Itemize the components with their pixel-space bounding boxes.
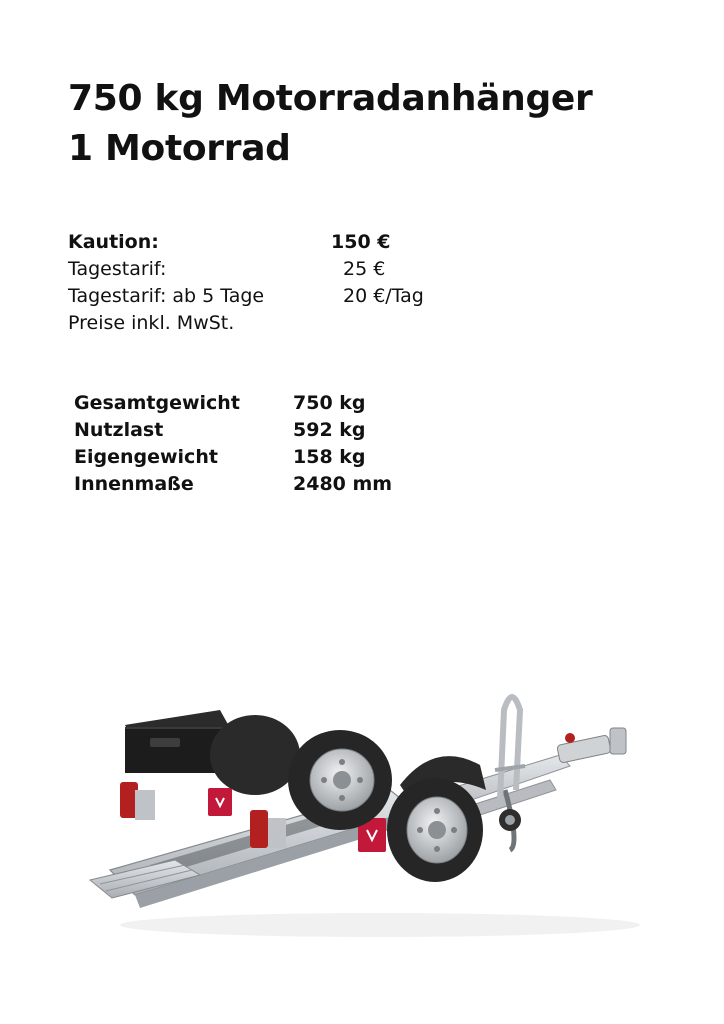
spare-wheel [210,715,300,795]
trailer-image [80,670,650,940]
spec-value: 750 kg [293,392,366,414]
spec-label: Nutzlast [74,419,164,441]
page-title [68,74,593,174]
rear-wheel [387,778,483,882]
front-wheel [288,730,392,830]
spec-label: Innenmaße [74,473,194,495]
price-row-daily-rate-5-days [68,283,528,310]
price-note-row [68,310,528,337]
price-value: 150 € [331,231,391,253]
title-line-1: 750 kg Motorradanhänger [68,78,593,119]
price-label: Kaution: [68,231,159,253]
price-value: 20 €/Tag [343,285,424,307]
spec-value: 592 kg [293,419,366,441]
spec-label: Gesamtgewicht [74,392,240,414]
spec-value: 2480 mm [293,473,393,495]
price-value: 25 € [343,258,386,280]
spec-row-total-weight [74,390,474,417]
spec-row-inner-dimensions [74,471,474,498]
title-line-2: 1 Motorrad [68,128,291,169]
price-label: Tagestarif: [68,258,167,280]
spec-value: 158 kg [293,446,366,468]
price-label: Tagestarif: ab 5 Tage [68,285,265,307]
spec-row-empty-weight [74,444,474,471]
price-note: Preise inkl. MwSt. [68,312,235,334]
price-row-daily-rate [68,256,528,283]
price-list [68,229,528,337]
spec-label: Eigengewicht [74,446,218,468]
price-row-deposit [68,229,528,256]
spec-table [74,390,474,498]
spec-row-payload [74,417,474,444]
